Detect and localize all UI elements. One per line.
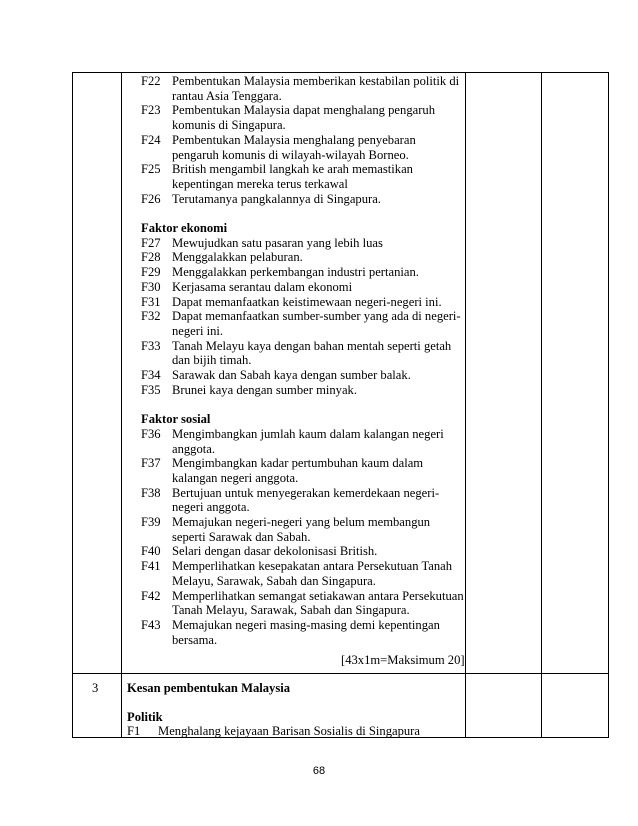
row3-subheading: Politik: [127, 710, 163, 724]
item-text: Pembentukan Malaysia menghalang penyebaran: [172, 132, 416, 147]
item-text-continuation: rantau Asia Tenggara.: [172, 88, 282, 103]
item-code: F42: [141, 588, 161, 603]
score-text: [43x1m=Maksimum 20]: [341, 653, 465, 667]
item-text: Kerjasama serantau dalam ekonomi: [172, 279, 353, 294]
item-text-continuation: kalangan negeri anggota.: [172, 470, 299, 485]
item-code: F39: [141, 515, 161, 530]
list-item: [141, 280, 464, 295]
row3-heading: Kesan pembentukan Malaysia: [127, 681, 291, 695]
item-text-continuation: seperti Sarawak dan Sabah.: [172, 529, 311, 544]
item-text-continuation: anggota.: [172, 441, 216, 456]
item-code: F35: [141, 382, 161, 397]
item-text: Dapat memanfaatkan keistimewaan negeri-negeri ini.: [172, 294, 442, 309]
item-text: Dapat memanfaatkan sumber-sumber yang ada di negeri-: [172, 309, 461, 324]
page-number: 68: [312, 765, 326, 777]
item-text: Memperlihatkan semangat setiakawan antara Persekutuan: [172, 588, 464, 603]
item-text: Pembentukan Malaysia dapat menghalang pengaruh: [172, 103, 435, 118]
ekonomi-heading: Faktor ekonomi: [141, 221, 228, 236]
item-text-continuation: Melayu, Sarawak, Sabah dan Singapura.: [172, 573, 376, 588]
item-code: F28: [141, 250, 161, 265]
item-text-continuation: bersama.: [172, 632, 218, 647]
item-text: Memperlihatkan kesepakatan antara Persekutuan Tanah: [172, 559, 453, 574]
row-number: 3: [92, 681, 99, 695]
item-text: Memajukan negeri masing-masing demi kepentingan: [172, 617, 440, 632]
item-code: F38: [141, 485, 161, 500]
list-item: [141, 456, 464, 471]
item-text: Mewujudkan satu pasaran yang lebih luas: [172, 235, 383, 250]
row3-item: [127, 724, 420, 739]
item-text-continuation: negeri ini.: [172, 323, 224, 338]
item-text: Bertujuan untuk menyegerakan kemerdekaan negeri-: [172, 485, 440, 500]
list-item: [141, 383, 464, 398]
item-code: F22: [141, 74, 161, 88]
item-text: Mengimbangkan kadar pertumbuhan kaum dalam: [172, 456, 424, 471]
item-code: F36: [141, 426, 161, 441]
list-item: [141, 618, 464, 633]
item-text: Menggalakkan perkembangan industri pertanian.: [172, 265, 419, 280]
list-item: [141, 162, 464, 177]
item-text: Sarawak dan Sabah kaya dengan sumber balak.: [172, 368, 411, 383]
item-text: Menggalakkan pelaburan.: [172, 250, 303, 265]
item-code: F24: [141, 132, 161, 147]
list-item: [141, 559, 464, 574]
item-text: Tanah Melayu kaya dengan bahan mentah seperti getah: [172, 338, 452, 353]
sosial-heading: Faktor sosial: [141, 412, 211, 427]
item-code: F27: [141, 235, 161, 250]
item-text: British mengambil langkah ke arah memastikan: [172, 162, 413, 177]
politik-list: [141, 74, 464, 206]
item-code: F40: [141, 544, 161, 559]
item-code: F31: [141, 294, 161, 309]
item-text: Selari dengan dasar dekolonisasi British.: [172, 544, 378, 559]
list-item: [141, 265, 464, 280]
sosial-list: [141, 427, 464, 648]
item-text-continuation: pengaruh komunis di wilayah-wilayah Borneo.: [172, 147, 409, 162]
column-divider-1: [121, 73, 122, 738]
item-code: F34: [141, 368, 161, 383]
list-item: [141, 250, 464, 265]
column-divider-2: [465, 73, 466, 738]
list-item: [141, 544, 464, 559]
list-item: [141, 427, 464, 442]
item-code: F43: [141, 617, 161, 632]
item-text: Pembentukan Malaysia memberikan kestabilan politik di: [172, 74, 460, 88]
item-text: Brunei kaya dengan sumber minyak.: [172, 382, 358, 397]
list-item: [141, 74, 464, 89]
item-code: F25: [141, 162, 161, 177]
item-text-continuation: komunis di Singapura.: [172, 118, 286, 133]
list-item: [141, 339, 464, 354]
item-code: F26: [141, 191, 161, 206]
item-code: F29: [141, 265, 161, 280]
row3-item-text: Menghalang kejayaan Barisan Sosialis di Singapura: [158, 724, 420, 738]
ekonomi-list: [141, 236, 464, 398]
item-code: F30: [141, 279, 161, 294]
item-text: Terutamanya pangkalannya di Singapura.: [172, 191, 381, 206]
list-item: [141, 486, 464, 501]
list-item: [141, 133, 464, 148]
item-text-continuation: Tanah Melayu, Sarawak, Sabah dan Singapura.: [172, 603, 410, 618]
list-item: [141, 368, 464, 383]
list-item: [141, 515, 464, 530]
item-code: F33: [141, 338, 161, 353]
item-text-continuation: negeri anggota.: [172, 500, 250, 515]
item-text: Memajukan negeri-negeri yang belum membangun: [172, 515, 431, 530]
row-divider: [73, 673, 608, 674]
item-text-continuation: dan bijih timah.: [172, 353, 252, 368]
item-code: F37: [141, 456, 161, 471]
row3-item-code: F1: [127, 724, 141, 738]
list-item: [141, 236, 464, 251]
list-item: [141, 103, 464, 118]
item-code: F41: [141, 559, 161, 574]
item-text: Mengimbangkan jumlah kaum dalam kalangan negeri: [172, 426, 444, 441]
list-item: [141, 192, 464, 207]
list-item: [141, 589, 464, 604]
list-item: [141, 295, 464, 310]
column-divider-3: [541, 73, 542, 738]
item-code: F23: [141, 103, 161, 118]
item-code: F32: [141, 309, 161, 324]
list-item: [141, 309, 464, 324]
row2-content: [141, 74, 464, 647]
answer-table: [72, 72, 609, 738]
item-text-continuation: kepentingan mereka terus terkawal: [172, 176, 348, 191]
